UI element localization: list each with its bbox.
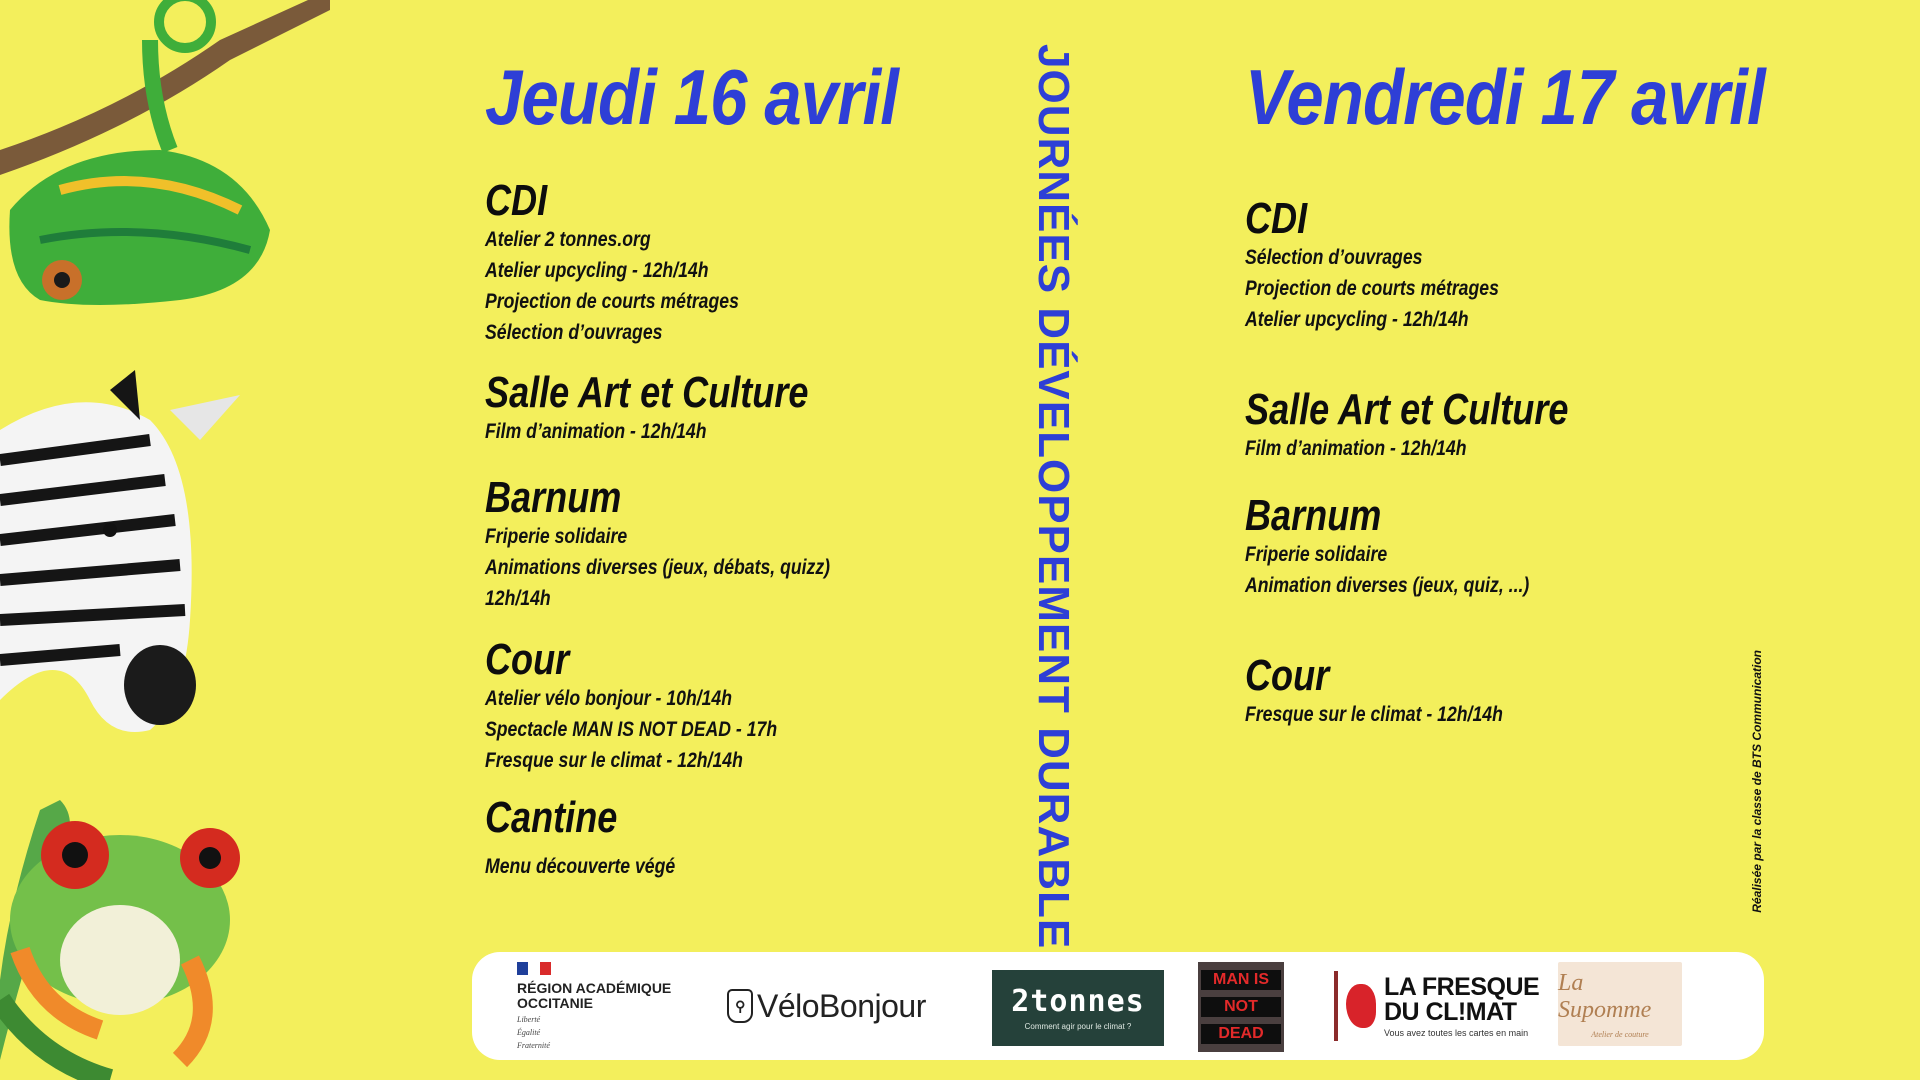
section-title: Cantine: [485, 793, 618, 842]
activity-item: Atelier 2 tonnes.org: [485, 228, 651, 252]
vertical-event-title: JOURNÉES DÉVELOPPEMENT DURABLE: [1029, 44, 1078, 950]
section-salle-art-culture: [485, 370, 879, 447]
section-title: Salle Art et Culture: [485, 368, 809, 417]
activity-item: Projection de courts métrages: [485, 290, 739, 314]
velobonjour-logo: [727, 952, 926, 1060]
fresque-line2: DU CL!MAT: [1384, 997, 1517, 1026]
man-line: DEAD: [1201, 1024, 1281, 1044]
activity-item: Atelier vélo bonjour - 10h/14h: [485, 687, 733, 711]
section-cantine: [485, 795, 711, 882]
activity-item: Menu découverte végé: [485, 855, 676, 879]
deux-tonnes-name: 2tonnes: [1011, 983, 1145, 1019]
man-line: NOT: [1201, 997, 1281, 1017]
supomme-name: La Supomme: [1558, 969, 1652, 1023]
section-barnum: [1245, 493, 1583, 601]
man-is-not-dead-logo: [1198, 962, 1284, 1052]
climate-hand-icon: [1346, 984, 1376, 1028]
man-line: MAN IS: [1201, 970, 1281, 990]
day-title: Vendredi 17 avril: [1245, 53, 1765, 141]
activity-item: Atelier upcycling - 12h/14h: [485, 259, 709, 283]
motto-line: Égalité: [517, 1028, 541, 1037]
section-title: CDI: [485, 176, 548, 225]
fresque-bar: [1334, 971, 1338, 1041]
region-occitanie-logo: [517, 952, 671, 1060]
section-cdi: [485, 178, 787, 348]
section-barnum: [485, 475, 896, 614]
activity-item: Fresque sur le climat - 12h/14h: [1245, 703, 1503, 727]
section-title: CDI: [1245, 194, 1308, 243]
activity-item: Fresque sur le climat - 12h/14h: [485, 749, 743, 773]
fresque-text: [1384, 972, 1540, 1038]
section-salle-art-culture: [1245, 387, 1639, 464]
frog-illustration: [0, 800, 240, 1080]
activity-item: Atelier upcycling - 12h/14h: [1245, 308, 1469, 332]
fresque-line1: LA FRESQUE: [1384, 972, 1540, 1001]
region-name-line2: OCCITANIE: [517, 995, 593, 1011]
deux-tonnes-logo: [992, 970, 1164, 1046]
activity-item: Sélection d’ouvrages: [485, 321, 663, 345]
motto-line: Liberté: [517, 1015, 541, 1024]
fresque-du-climat-logo: [1334, 952, 1539, 1060]
french-flag-icon: [517, 962, 551, 975]
activity-item: Friperie solidaire: [485, 525, 628, 549]
section-title: Cour: [485, 635, 570, 684]
section-cour: [485, 637, 833, 776]
supomme-tagline: Atelier de couture: [1591, 1029, 1649, 1039]
section-title: Barnum: [1245, 491, 1382, 540]
day-title: Jeudi 16 avril: [485, 53, 899, 141]
activity-item: Sélection d’ouvrages: [1245, 246, 1423, 270]
velobonjour-name: VéloBonjour: [757, 987, 926, 1024]
motto-line: Fraternité: [517, 1041, 550, 1050]
bike-shield-icon: ⚲: [727, 989, 753, 1023]
animals-illustration: [0, 0, 330, 1080]
deux-tonnes-tagline: Comment agir pour le climat ?: [1024, 1021, 1132, 1031]
credit-text: Réalisée par la classe de BTS Communication: [1750, 650, 1764, 913]
activity-item: Film d’animation - 12h/14h: [485, 420, 707, 444]
section-title: Barnum: [485, 473, 622, 522]
activity-item: Spectacle MAN IS NOT DEAD - 17h: [485, 718, 778, 742]
activity-item: Animation diverses (jeux, quiz, ...): [1245, 574, 1530, 598]
region-name-line1: RÉGION ACADÉMIQUE: [517, 980, 672, 996]
section-title: Cour: [1245, 651, 1330, 700]
fresque-tagline: Vous avez toutes les cartes en main: [1384, 1027, 1529, 1038]
activity-item: Film d’animation - 12h/14h: [1245, 437, 1467, 461]
section-title: Salle Art et Culture: [1245, 385, 1569, 434]
section-cour: [1245, 653, 1552, 730]
activity-item: Projection de courts métrages: [1245, 277, 1499, 301]
section-cdi: [1245, 196, 1547, 335]
partners-banner: [472, 952, 1764, 1060]
activity-item: Animations diverses (jeux, débats, quizz): [485, 556, 831, 580]
zebra-illustration: [0, 370, 240, 732]
activity-item: 12h/14h: [485, 587, 551, 611]
supomme-logo: [1558, 962, 1682, 1046]
activity-item: Friperie solidaire: [1245, 543, 1388, 567]
